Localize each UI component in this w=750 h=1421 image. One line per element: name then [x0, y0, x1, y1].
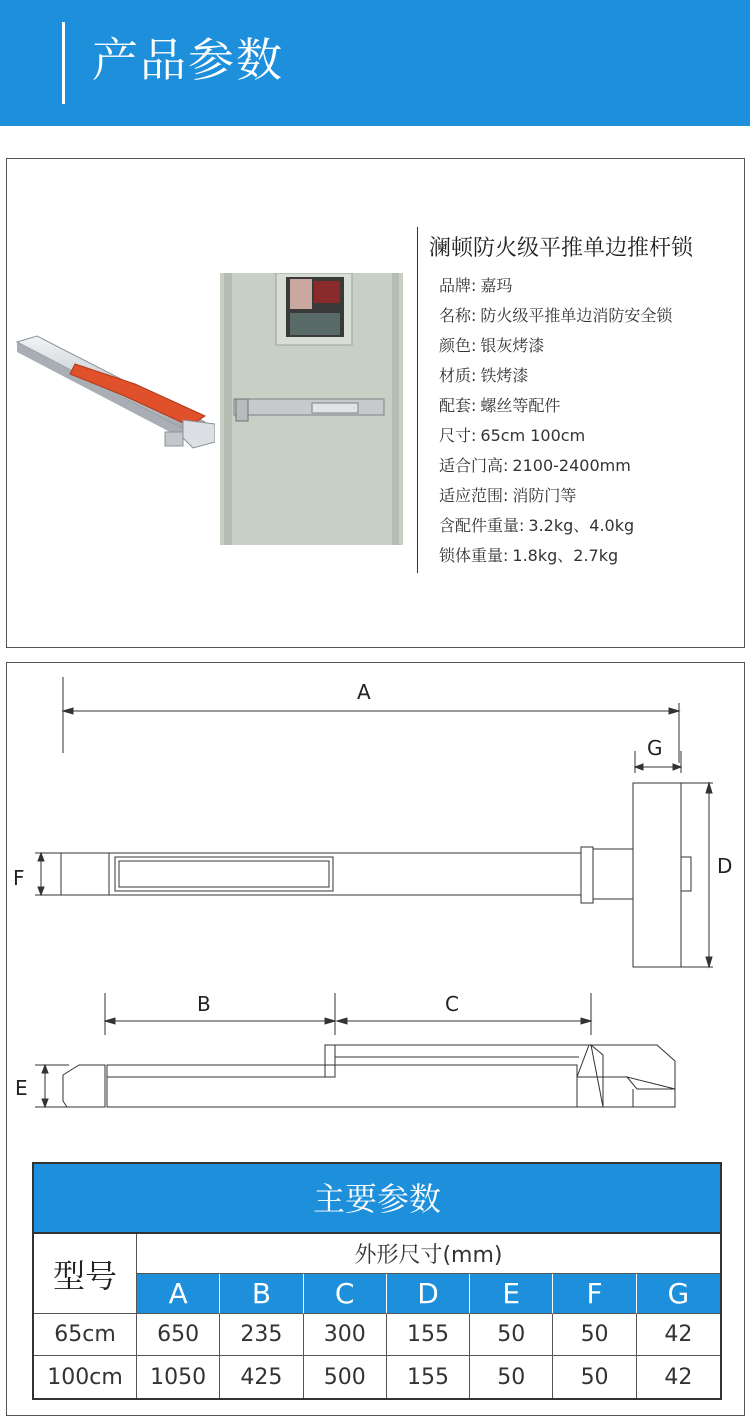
section-title: 产品参数	[92, 33, 284, 87]
column-header: F	[553, 1274, 636, 1314]
table-grid	[34, 1234, 720, 1398]
table-cell: 50	[470, 1314, 553, 1356]
column-header: D	[387, 1274, 470, 1314]
header-accent-bar	[62, 22, 65, 104]
vertical-divider	[417, 227, 418, 573]
spec-value: 2100-2400mm	[512, 456, 631, 475]
spec-label: 颜色:	[439, 336, 477, 355]
spec-label: 锁体重量:	[439, 546, 509, 565]
product-info-panel	[6, 158, 745, 648]
table-cell: 50	[553, 1314, 636, 1356]
spec-label: 尺寸:	[439, 426, 477, 445]
spec-label: 适合门高:	[439, 456, 509, 475]
column-header: A	[137, 1274, 220, 1314]
spec-row	[439, 451, 672, 481]
spec-row	[439, 511, 672, 541]
dimension-diagram-panel	[6, 662, 745, 1416]
label-a: A	[357, 680, 371, 704]
table-cell: 155	[387, 1356, 470, 1398]
column-header: B	[220, 1274, 303, 1314]
dimensions-header: 外形尺寸(mm)	[137, 1234, 720, 1274]
spec-label: 材质:	[439, 366, 477, 385]
push-bar-image	[15, 334, 215, 454]
spec-label: 名称:	[439, 306, 477, 325]
spec-value: 防火级平推单边消防安全锁	[480, 306, 673, 325]
table-cell: 500	[304, 1356, 387, 1398]
table-cell: 50	[553, 1356, 636, 1398]
table-cell: 42	[637, 1314, 720, 1356]
spec-row	[439, 271, 672, 301]
column-header: C	[304, 1274, 387, 1314]
spec-value: 3.2kg、4.0kg	[528, 516, 635, 535]
parameter-table	[32, 1162, 722, 1400]
column-header: E	[470, 1274, 553, 1314]
spec-row	[439, 541, 672, 571]
spec-label: 含配件重量:	[439, 516, 525, 535]
spec-row	[439, 391, 672, 421]
spec-value: 消防门等	[512, 486, 577, 505]
label-e: E	[15, 1076, 28, 1100]
spec-row	[439, 481, 672, 511]
spec-label: 品牌:	[439, 276, 477, 295]
spec-row	[439, 331, 672, 361]
spec-list	[439, 271, 672, 571]
model-header: 型号	[34, 1234, 137, 1314]
spec-value: 铁烤漆	[480, 366, 529, 385]
model-cell: 65cm	[34, 1314, 137, 1356]
product-title: 澜顿防火级平推单边推杆锁	[429, 236, 694, 261]
spec-value: 银灰烤漆	[480, 336, 545, 355]
spec-value: 螺丝等配件	[480, 396, 561, 415]
table-cell: 300	[304, 1314, 387, 1356]
label-d: D	[717, 854, 733, 878]
spec-value: 1.8kg、2.7kg	[512, 546, 619, 565]
table-cell: 235	[220, 1314, 303, 1356]
table-cell: 1050	[137, 1356, 220, 1398]
label-g: G	[647, 736, 663, 760]
spec-label: 适应范围:	[439, 486, 509, 505]
label-f: F	[13, 866, 25, 890]
model-cell: 100cm	[34, 1356, 137, 1398]
spec-value: 65cm 100cm	[480, 426, 586, 445]
table-cell: 42	[664, 1364, 693, 1390]
table-cell: 50	[470, 1356, 553, 1398]
door-installation-image	[220, 273, 403, 545]
section-header	[0, 0, 750, 126]
spec-value: 嘉玛	[480, 276, 513, 295]
label-b: B	[197, 992, 211, 1016]
table-cell: 650	[137, 1314, 220, 1356]
spec-row	[439, 361, 672, 391]
label-c: C	[445, 992, 459, 1016]
spec-row	[439, 421, 672, 451]
table-title: 主要参数	[34, 1164, 720, 1234]
spec-label: 配套:	[439, 396, 477, 415]
spec-row	[439, 301, 672, 331]
table-cell: 425	[220, 1356, 303, 1398]
table-cell: 155	[387, 1314, 470, 1356]
column-header: G	[637, 1274, 720, 1314]
